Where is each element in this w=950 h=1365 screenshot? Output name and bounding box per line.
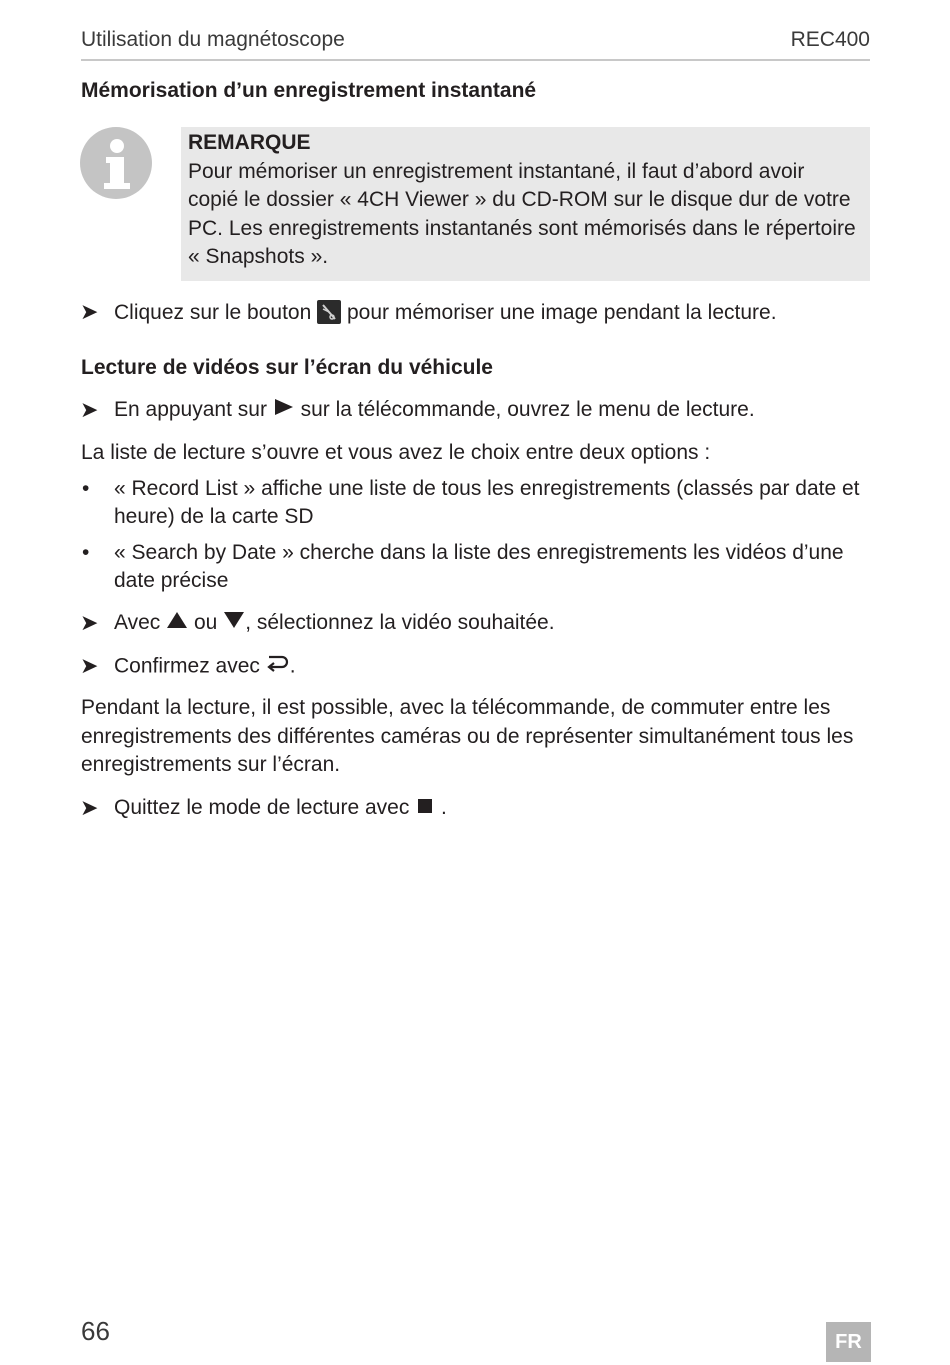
paragraph-line: enregistrements sur l’écran. bbox=[81, 753, 341, 776]
section-heading-playback: Lecture de vidéos sur l’écran du véhicule bbox=[81, 356, 493, 379]
note-box bbox=[181, 127, 870, 281]
play-icon bbox=[273, 398, 295, 422]
down-triangle-icon bbox=[223, 611, 245, 635]
intro-text: La liste de lecture s’ouvre et vous avez le choix entre deux options : bbox=[81, 441, 711, 464]
up-triangle-icon bbox=[166, 611, 188, 635]
language-badge: FR bbox=[826, 1322, 871, 1362]
bullet-dot-icon: • bbox=[82, 541, 90, 564]
paragraph-line: enregistrements des différentes caméras ou de représenter simultanément tous les bbox=[81, 725, 854, 748]
header-divider bbox=[81, 59, 870, 61]
bullet-item-line: « Search by Date » cherche dans la liste des enregistrements les vidéos d’une bbox=[114, 541, 844, 564]
section-heading-snapshot: Mémorisation d’un enregistrement instantané bbox=[81, 79, 537, 102]
step-arrow-icon: ➤ bbox=[80, 299, 99, 324]
step-text: . bbox=[289, 654, 296, 678]
note-title: REMARQUE bbox=[188, 131, 311, 154]
step-text: En appuyant sur bbox=[114, 398, 267, 421]
step-arrow-icon: ➤ bbox=[80, 610, 99, 635]
bullet-item-line: date précise bbox=[114, 569, 229, 592]
bullet-item-line: heure) de la carte SD bbox=[114, 505, 314, 528]
snapshot-button-icon bbox=[317, 300, 341, 324]
return-enter-icon bbox=[266, 654, 290, 680]
paragraph-line: Pendant la lecture, il est possible, avec la télécommande, de commuter entre les bbox=[81, 696, 831, 719]
bullet-item-line: « Record List » affiche une liste de tous les enregistrements (classés par date et bbox=[114, 477, 860, 500]
bullet-dot-icon: • bbox=[82, 477, 90, 500]
step-text: Cliquez sur le bouton bbox=[114, 301, 312, 324]
note-line: PC. Les enregistrements instantanés sont mémorisés dans le répertoire bbox=[188, 217, 856, 240]
step-text: pour mémoriser une image pendant la lecture. bbox=[346, 301, 777, 324]
page-number: 66 bbox=[81, 1316, 110, 1346]
step-quit bbox=[114, 796, 447, 820]
step-snapshot bbox=[114, 300, 777, 325]
running-header-title: Utilisation du magnétoscope bbox=[81, 28, 345, 51]
step-arrow-icon: ➤ bbox=[80, 795, 99, 820]
running-header-model: REC400 bbox=[790, 28, 870, 51]
info-icon bbox=[80, 127, 152, 199]
step-arrow-icon: ➤ bbox=[80, 397, 99, 422]
step-text: Quittez le mode de lecture avec bbox=[114, 796, 410, 819]
step-select-video bbox=[114, 611, 555, 635]
step-text: Avec bbox=[114, 611, 161, 634]
step-text: ou bbox=[194, 611, 218, 634]
note-line: copié le dossier « 4CH Viewer » du CD-ROM sur le disque dur de votre bbox=[188, 188, 851, 211]
step-arrow-icon: ➤ bbox=[80, 653, 99, 678]
step-text: . bbox=[441, 796, 447, 819]
step-open-menu bbox=[114, 398, 755, 422]
note-line: Pour mémoriser un enregistrement instantané, il faut d’abord avoir bbox=[188, 160, 805, 183]
step-text: , sélectionnez la vidéo souhaitée. bbox=[245, 611, 555, 634]
step-text: sur la télécommande, ouvrez le menu de lecture. bbox=[300, 398, 755, 421]
step-text: Confirmez avec bbox=[114, 654, 260, 678]
step-confirm bbox=[114, 654, 296, 680]
stop-square-icon bbox=[415, 796, 435, 820]
note-line: « Snapshots ». bbox=[188, 245, 329, 268]
